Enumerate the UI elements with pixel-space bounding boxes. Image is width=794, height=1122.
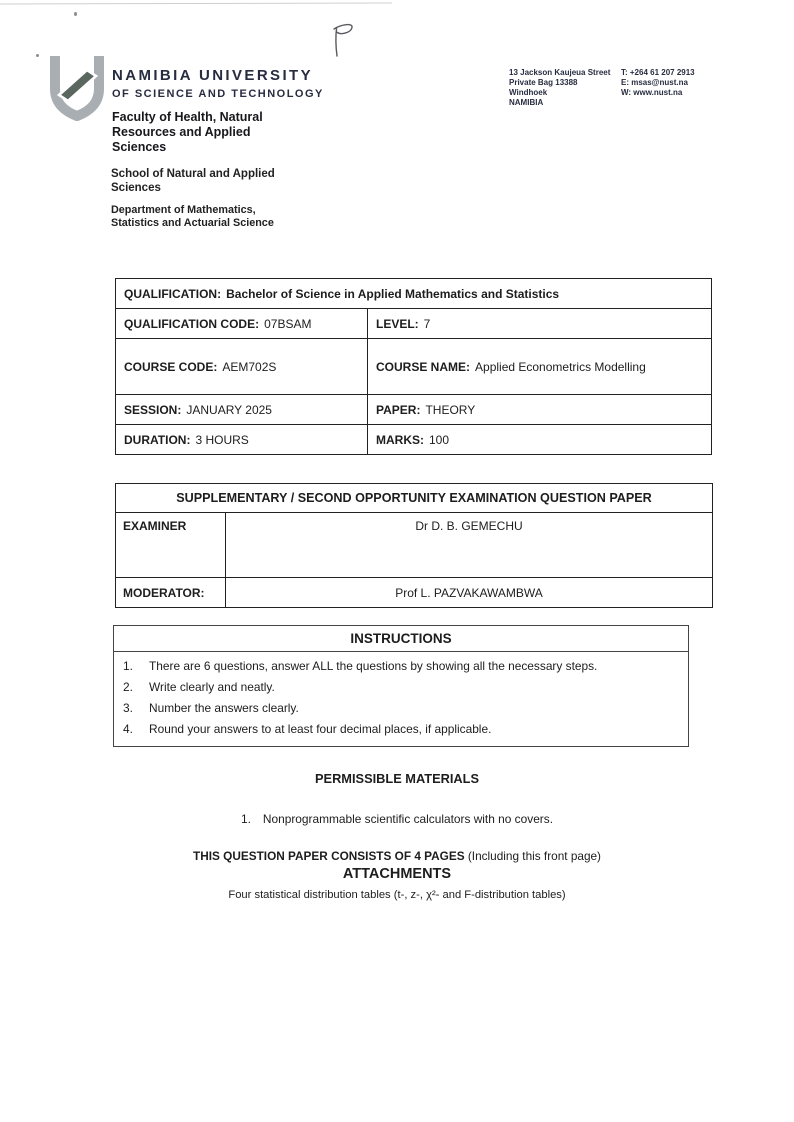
- session-cell: [116, 395, 368, 424]
- table-row-session: [116, 394, 711, 424]
- page-count-statement: [0, 849, 794, 863]
- address-line: Private Bag 13388: [509, 78, 578, 87]
- course-code-value: AEM702S: [222, 359, 277, 374]
- exam-paper-table: [115, 483, 713, 608]
- table-row-duration: [116, 424, 711, 454]
- department-name: Department of Mathematics, Statistics and Actuarial Science: [111, 204, 274, 229]
- materials-item-text: Nonprogrammable scientific calculators with no covers.: [262, 812, 554, 826]
- address-line: NAMIBIA: [509, 98, 544, 107]
- marks-label: MARKS:: [376, 432, 424, 447]
- marks-value: 100: [429, 432, 450, 447]
- handwritten-p-mark: [322, 18, 366, 64]
- course-name-value: Applied Econometrics Modelling: [475, 359, 646, 374]
- paper-cell: [368, 395, 711, 424]
- address-block: [509, 68, 610, 108]
- level-value: 7: [423, 316, 431, 331]
- university-name-line1: NAMIBIA UNIVERSITY: [112, 67, 313, 84]
- instruction-item: There are 6 questions, answer ALL the questions by showing all the necessary steps.: [149, 659, 598, 673]
- permissible-materials-item: [0, 812, 794, 826]
- level-label: LEVEL:: [376, 316, 419, 331]
- duration-label: DURATION:: [124, 432, 191, 447]
- nust-shield-logo-icon: [46, 55, 108, 121]
- duration-value: 3 HOURS: [195, 432, 249, 447]
- table-row-code-level: [116, 308, 711, 338]
- email-line: E: msas@nust.na: [621, 78, 688, 87]
- session-label: SESSION:: [124, 402, 182, 417]
- address-line: Windhoek: [509, 88, 548, 97]
- instructions-list: [114, 652, 688, 746]
- scan-speck: [74, 12, 77, 16]
- qualification-label: QUALIFICATION:: [124, 286, 222, 301]
- qualification-table: [115, 278, 712, 455]
- university-name-line2: OF SCIENCE AND TECHNOLOGY: [112, 88, 324, 100]
- moderator-row: [116, 577, 712, 607]
- scan-artifact-line: [0, 2, 392, 4]
- qualification-cell: [116, 279, 711, 308]
- course-name-label: COURSE NAME:: [376, 359, 471, 374]
- page-count-bold: THIS QUESTION PAPER CONSISTS OF 4 PAGES: [193, 849, 465, 863]
- phone-line: T: +264 61 207 2913: [621, 68, 695, 77]
- scan-speck: [36, 54, 39, 57]
- level-cell: [368, 309, 711, 338]
- instructions-box: [113, 625, 689, 747]
- materials-item-number: 1.: [240, 812, 251, 826]
- qualification-value: Bachelor of Science in Applied Mathematics and Statistics: [226, 286, 560, 301]
- instruction-item: Number the answers clearly.: [149, 701, 299, 715]
- attachments-detail: Four statistical distribution tables (t-, z-, χ²- and F-distribution tables): [228, 889, 566, 901]
- table-row-course: [116, 338, 711, 394]
- moderator-label: MODERATOR:: [116, 578, 226, 607]
- qualification-code-cell: [116, 309, 368, 338]
- paper-value: THEORY: [425, 402, 476, 417]
- qualification-code-label: QUALIFICATION CODE:: [124, 316, 260, 331]
- attachments-title: ATTACHMENTS: [342, 866, 452, 882]
- instruction-item: Write clearly and neatly.: [149, 680, 275, 694]
- marks-cell: [368, 425, 711, 454]
- paper-label: PAPER:: [376, 402, 421, 417]
- instruction-item: Round your answers to at least four decimal places, if applicable.: [149, 722, 492, 736]
- address-line: 13 Jackson Kaujeua Street: [509, 68, 611, 77]
- faculty-name: Faculty of Health, Natural Resources and Applied Sciences: [112, 110, 263, 154]
- examiner-name: Dr D. B. GEMECHU: [415, 519, 523, 533]
- instructions-title: INSTRUCTIONS: [114, 626, 688, 652]
- university-name: [112, 67, 324, 101]
- school-name: School of Natural and Applied Sciences: [111, 168, 275, 194]
- permissible-materials-title: PERMISSIBLE MATERIALS: [315, 771, 479, 786]
- examiner-label: EXAMINER: [116, 513, 226, 577]
- qualification-code-value: 07BSAM: [264, 316, 312, 331]
- course-code-cell: [116, 339, 368, 394]
- moderator-name: Prof L. PAZVAKAWAMBWA: [395, 585, 543, 600]
- table-row-qualification: [116, 279, 711, 308]
- contact-block: [621, 68, 695, 98]
- website-line: W: www.nust.na: [621, 88, 683, 97]
- duration-cell: [116, 425, 368, 454]
- page-count-regular: (Including this front page): [464, 849, 601, 863]
- course-name-cell: [368, 339, 711, 394]
- exam-paper-title: SUPPLEMENTARY / SECOND OPPORTUNITY EXAMINATION QUESTION PAPER: [176, 491, 652, 505]
- examiner-row: [116, 512, 712, 577]
- course-code-label: COURSE CODE:: [124, 359, 218, 374]
- session-value: JANUARY 2025: [186, 402, 272, 417]
